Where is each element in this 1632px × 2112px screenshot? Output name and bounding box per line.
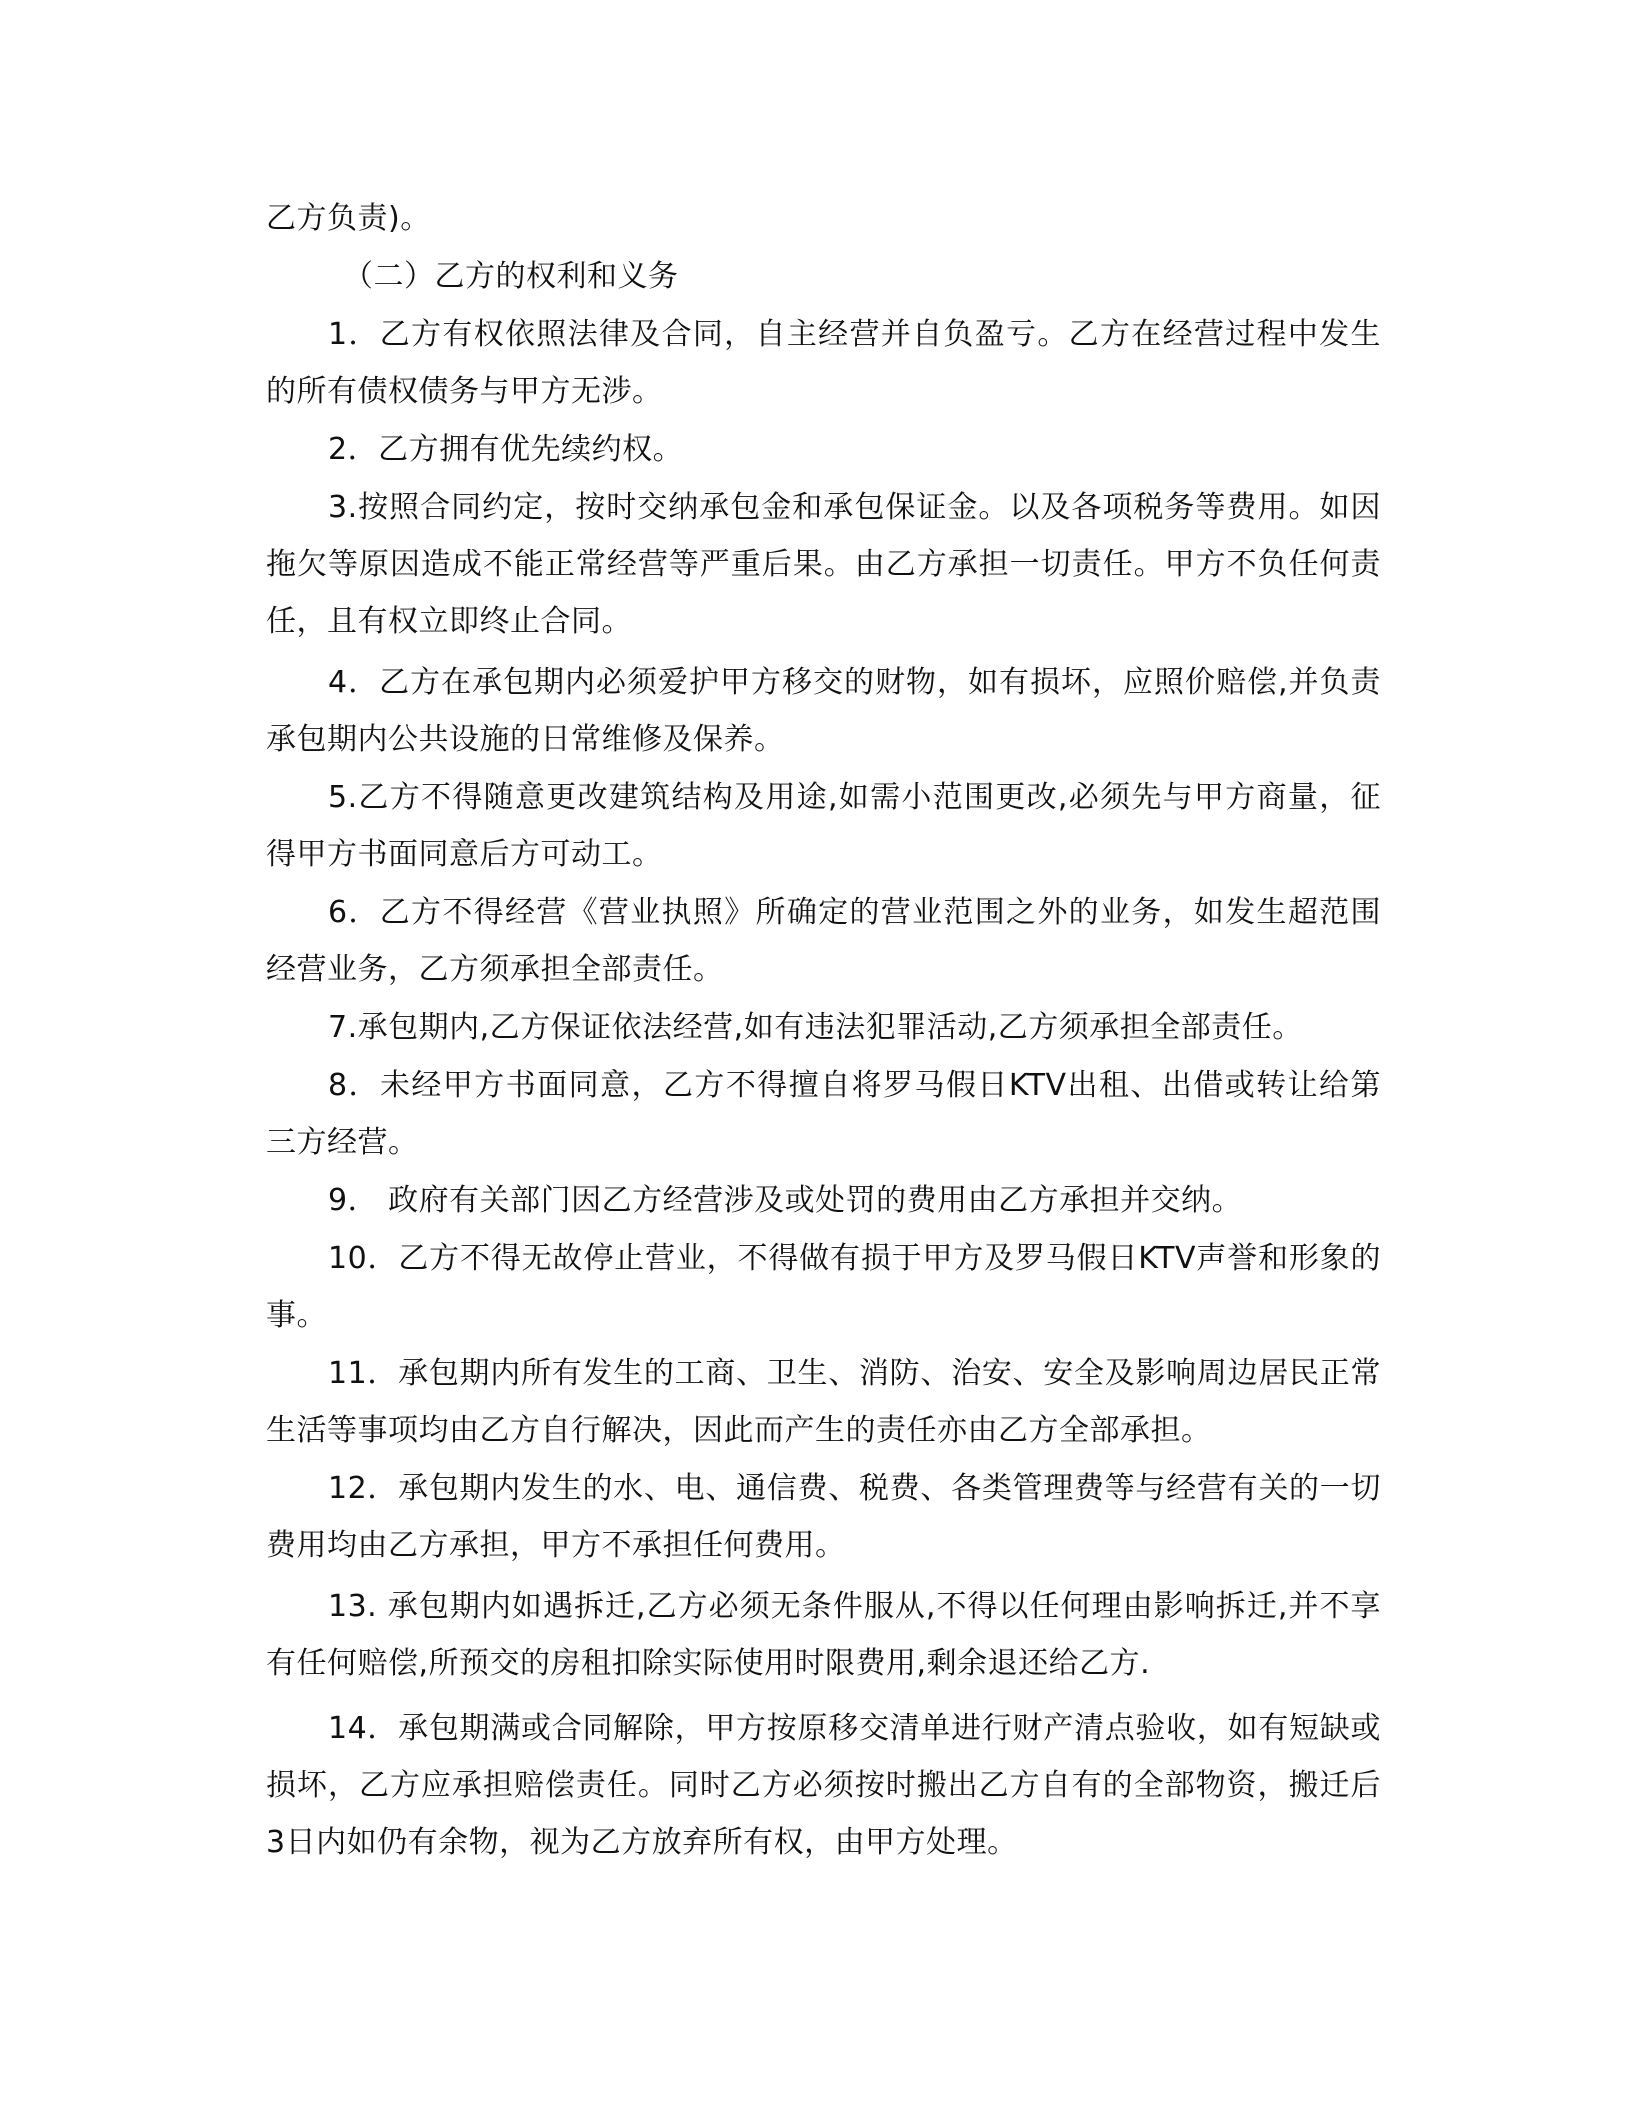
list-item-9: 9． 政府有关部门因乙方经营涉及或处罚的费用由乙方承担并交纳。	[328, 1183, 1243, 1218]
list-item-7: 7.承包期内,乙方保证依法经营,如有违法犯罪活动,乙方须承担全部责任。	[328, 1010, 1303, 1045]
list-item-4: 4．乙方在承包期内必须爱护甲方移交的财物，如有损坏，应照价赔偿,并负责承包期内公共设施的日常维修及保养。	[266, 665, 1381, 757]
list-item-5: 5.乙方不得随意更改建筑结构及用途,如需小范围更改,必须先与甲方商量，征得甲方书面同意后方可动工。	[266, 780, 1381, 872]
list-item-12: 12．承包期内发生的水、电、通信费、税费、各类管理费等与经营有关的一切费用均由乙方承担，甲方不承担任何费用。	[266, 1471, 1381, 1563]
document-page	[266, 190, 1381, 1872]
list-item-3: 3.按照合同约定，按时交纳承包金和承包保证金。以及各项税务等费用。如因拖欠等原因造成不能正常经营等严重后果。由乙方承担一切责任。甲方不负任何责任，且有权立即终止合同。	[266, 490, 1381, 639]
list-item-2: 2．乙方拥有优先续约权。	[328, 432, 684, 467]
paragraph-continuation: 乙方负责)。	[266, 201, 431, 236]
list-item-1: 1．乙方有权依照法律及合同，自主经营并自负盈亏。乙方在经营过程中发生的所有债权债务与甲方无涉。	[266, 317, 1381, 409]
list-item-10: 10．乙方不得无故停止营业，不得做有损于甲方及罗马假日KTV声誉和形象的事。	[266, 1241, 1381, 1333]
list-item-6: 6．乙方不得经营《营业执照》所确定的营业范围之外的业务，如发生超范围经营业务，乙方须承担全部责任。	[266, 895, 1381, 987]
list-item-13: 13. 承包期内如遇拆迁,乙方必须无条件服从,不得以任何理由影响拆迁,并不享有任何赔偿,所预交的房租扣除实际使用时限费用,剩余退还给乙方.	[266, 1589, 1381, 1681]
list-item-11: 11．承包期内所有发生的工商、卫生、消防、治安、安全及影响周边居民正常生活等事项均由乙方自行解决，因此而产生的责任亦由乙方全部承担。	[266, 1356, 1381, 1448]
section-heading: （二）乙方的权利和义务	[343, 259, 679, 294]
list-item-8: 8．未经甲方书面同意，乙方不得擅自将罗马假日KTV出租、出借或转让给第三方经营。	[266, 1068, 1381, 1160]
list-item-14: 14．承包期满或合同解除，甲方按原移交清单进行财产清点验收，如有短缺或损坏，乙方应承担赔偿责任。同时乙方必须按时搬出乙方自有的全部物资，搬迁后3日内如仍有余物，视为乙方放弃所有权，由甲方处理。	[266, 1711, 1381, 1860]
